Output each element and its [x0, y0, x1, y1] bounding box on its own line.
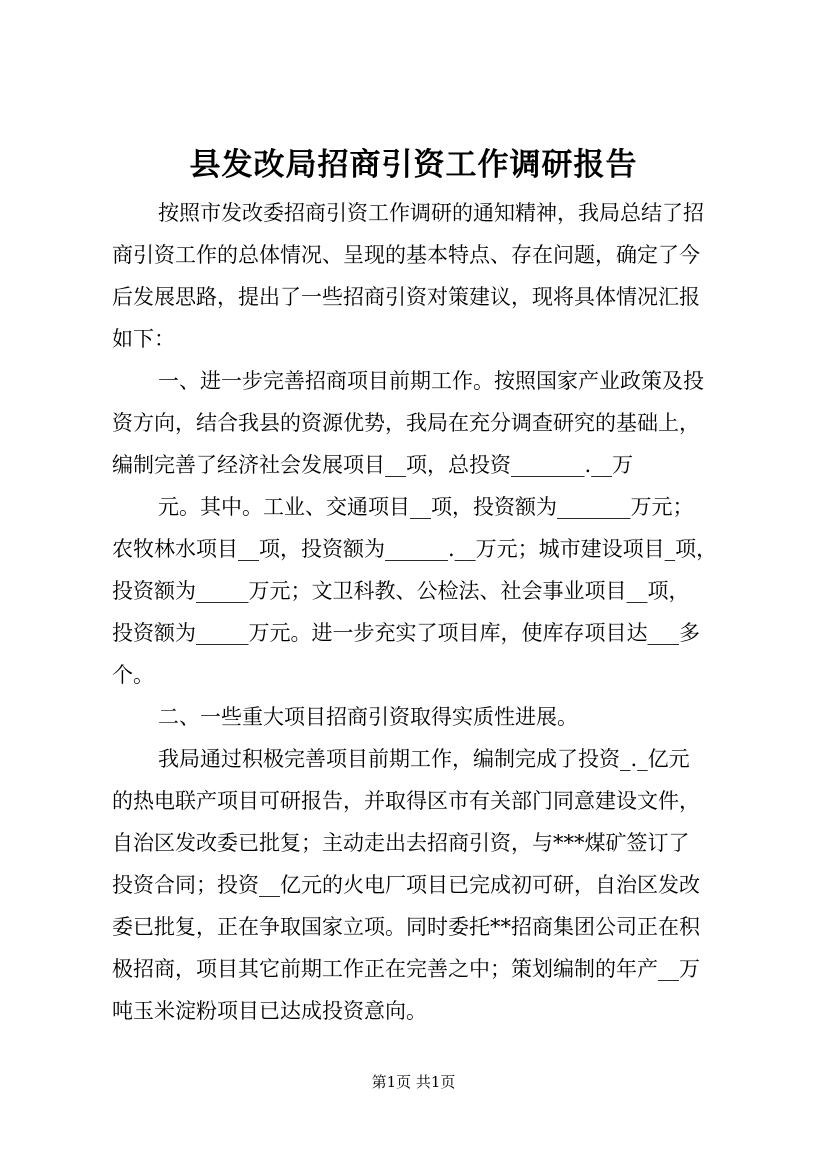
document-title: 县发改局招商引资工作调研报告 — [189, 147, 638, 183]
paragraph-line: 按照市发改委招商引资工作调研的通知精神，我局总结了招 — [158, 201, 704, 225]
paragraph-line: 投资额为_____万元；文卫科教、公检法、社会事业项目__项， — [112, 579, 690, 603]
paragraph-line: 自治区发改委已批复；主动走出去招商引资，与***煤矿签订了 — [112, 831, 690, 855]
page-number-footer: 第1页 共1页 — [371, 1073, 456, 1091]
paragraph-line: 委已批复，正在争取国家立项。同时委托**招商集团公司正在积 — [112, 915, 700, 939]
paragraph-line: 后发展思路，提出了一些招商引资对策建议，现将具体情况汇报 — [112, 285, 700, 309]
paragraph-line: 投资额为_____万元。进一步充实了项目库，使库存项目达___多 — [112, 621, 700, 645]
paragraph-line: 商引资工作的总体情况、呈现的基本特点、存在问题，确定了今 — [112, 243, 700, 267]
paragraph-line: 个。 — [112, 663, 154, 687]
paragraph-line: 我局通过积极完善项目前期工作，编制完成了投资_._亿元 — [158, 747, 690, 771]
paragraph-line: 编制完善了经济社会发展项目__项，总投资_______.__万 — [112, 453, 634, 477]
paragraph-line: 元。其中。工业、交通项目__项，投资额为_______万元； — [158, 495, 694, 519]
paragraph-line: 一、进一步完善招商项目前期工作。按照国家产业政策及投 — [158, 369, 704, 393]
paragraph-line: 农牧林水项目__项，投资额为______.__万元；城市建设项目_项， — [112, 537, 718, 561]
section-heading: 二、一些重大项目招商引资取得实质性进展。 — [158, 705, 578, 729]
paragraph-line: 的热电联产项目可研报告，并取得区市有关部门同意建设文件， — [112, 789, 700, 813]
paragraph-line: 极招商，项目其它前期工作正在完善之中；策划编制的年产__万 — [112, 957, 700, 981]
paragraph-line: 资方向，结合我县的资源优势，我局在充分调查研究的基础上， — [112, 411, 700, 435]
paragraph-line: 如下： — [112, 327, 175, 351]
paragraph-line: 吨玉米淀粉项目已达成投资意向。 — [112, 999, 427, 1023]
paragraph-line: 投资合同；投资__亿元的火电厂项目已完成初可研，自治区发改 — [112, 873, 700, 897]
